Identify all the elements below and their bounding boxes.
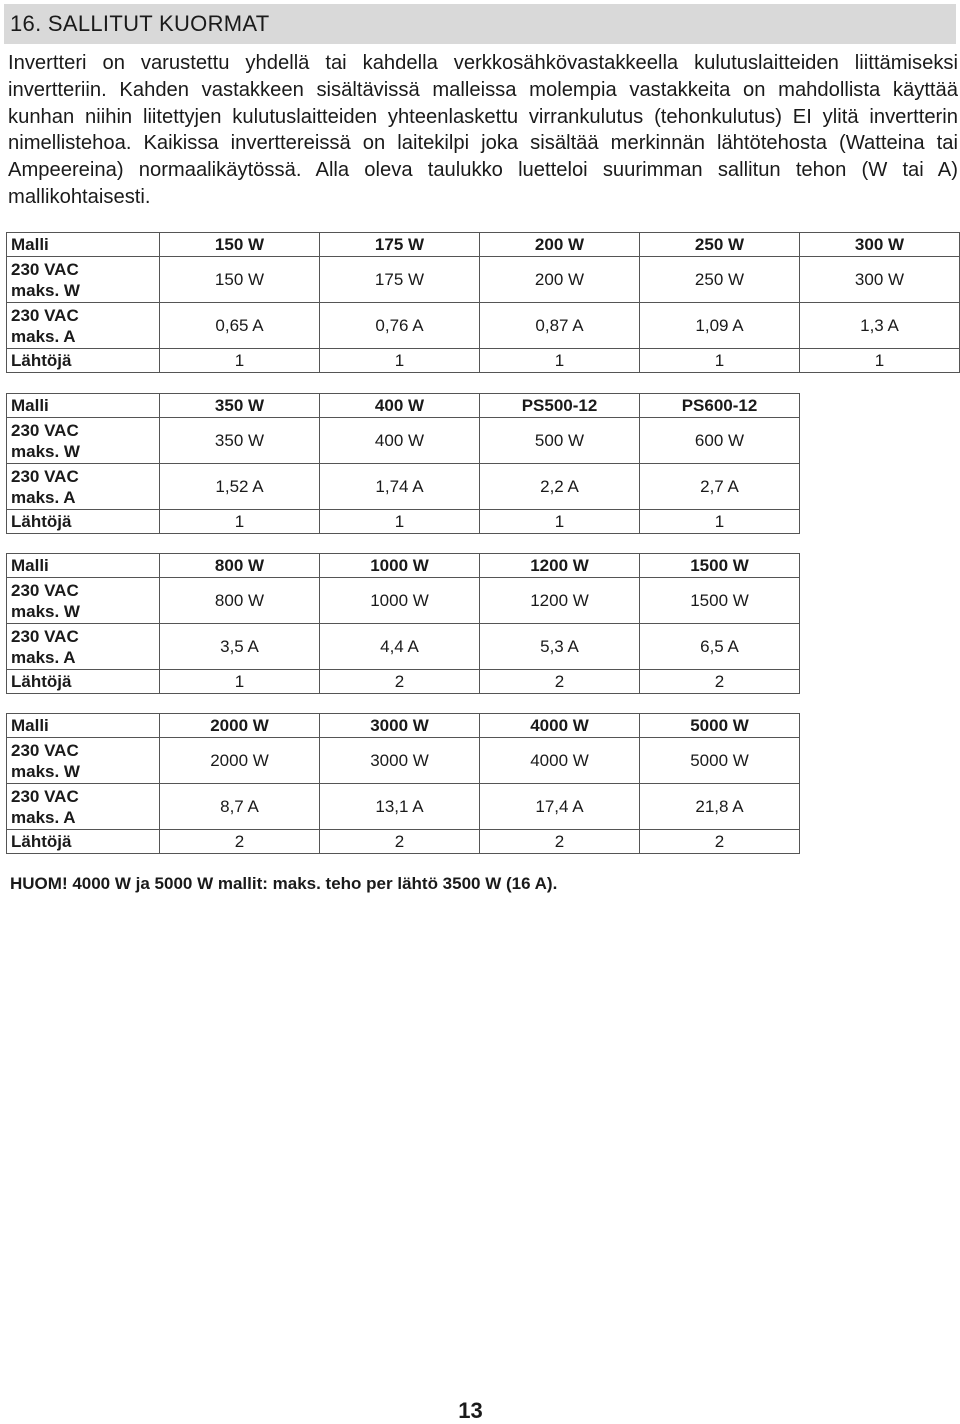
table-cell: 175 W <box>320 233 480 257</box>
row-label <box>7 624 160 670</box>
table-cell: 4000 W <box>480 738 640 784</box>
row-label-text: maks. A <box>11 487 76 507</box>
row-label-text: Malli <box>11 234 49 254</box>
model-row <box>7 394 800 418</box>
table-cell: 1000 W <box>320 578 480 624</box>
table-cell: 1 <box>160 670 320 694</box>
table-cell: 2,2 A <box>480 464 640 510</box>
max-amps-row <box>7 464 800 510</box>
table-cell: 5000 W <box>640 714 800 738</box>
row-label <box>7 233 160 257</box>
table-cell: 1 <box>640 510 800 534</box>
table-cell: 8,7 A <box>160 784 320 830</box>
table-cell: 400 W <box>320 418 480 464</box>
row-label-text: Lähtöjä <box>11 350 72 370</box>
row-label <box>7 738 160 784</box>
row-label-text: 230 VAC <box>11 305 79 325</box>
row-label-text: 230 VAC <box>11 466 79 486</box>
row-label-text: Malli <box>11 555 49 575</box>
max-watts-row <box>7 578 800 624</box>
table-cell: 350 W <box>160 418 320 464</box>
row-label-text: 230 VAC <box>11 259 79 279</box>
table-cell: 1 <box>160 510 320 534</box>
row-label <box>7 464 160 510</box>
outputs-row <box>7 349 960 373</box>
table-cell: 2 <box>640 670 800 694</box>
table-cell: 3000 W <box>320 738 480 784</box>
table-cell: 1 <box>480 349 640 373</box>
table-cell: 1500 W <box>640 554 800 578</box>
row-label <box>7 418 160 464</box>
row-label-text: Lähtöjä <box>11 671 72 691</box>
intro-paragraph: Invertteri on varustettu yhdellä tai kahdella verkkosähkövastakkeella kulutuslaitteiden liittämiseksi invertteriin. Kahden vastakkeen sisältävissä malleissa molempia vastakkeita on mahdollista käyttää kunhan niihin liitettyjen kulutuslaitteiden yhteenlaskettu virrankulutus (tehonkulutus) EI ylitä invertterin nimellistehoa. Kaikissa inverttereissä on laitekilpi joka sisältää merkinnän lähtötehosta (Watteina tai Ampeereina) normaalikäytössä. Alla oleva taulukko luetteloi suurimman sallitun tehon (W tai A) mallikohtaisesti. <box>8 52 958 208</box>
max-watts-row <box>7 738 800 784</box>
table-cell: 200 W <box>480 233 640 257</box>
row-label-text: maks. A <box>11 807 76 827</box>
row-label-text: Malli <box>11 715 49 735</box>
row-label <box>7 394 160 418</box>
section-title: 16. SALLITUT KUORMAT <box>4 4 956 44</box>
row-label-text: maks. A <box>11 326 76 346</box>
load-table-1 <box>6 232 960 373</box>
load-table-2 <box>6 393 800 534</box>
model-row <box>7 554 800 578</box>
table-cell: 1 <box>320 349 480 373</box>
table-cell: 1200 W <box>480 578 640 624</box>
table-cell: 6,5 A <box>640 624 800 670</box>
row-label-text: maks. A <box>11 647 76 667</box>
row-label-text: 230 VAC <box>11 740 79 760</box>
row-label-text: 230 VAC <box>11 420 79 440</box>
row-label-text: 230 VAC <box>11 580 79 600</box>
table-cell: PS600-12 <box>640 394 800 418</box>
table-cell: 0,87 A <box>480 303 640 349</box>
table-cell: 1 <box>320 510 480 534</box>
row-label-text: Lähtöjä <box>11 831 72 851</box>
max-watts-row <box>7 418 800 464</box>
note-text: HUOM! 4000 W ja 5000 W mallit: maks. teho per lähtö 3500 W (16 A). <box>10 874 558 893</box>
table-cell: 800 W <box>160 578 320 624</box>
table-cell: 13,1 A <box>320 784 480 830</box>
table-cell: PS500-12 <box>480 394 640 418</box>
table-cell: 1,74 A <box>320 464 480 510</box>
row-label <box>7 510 160 534</box>
table-cell: 4,4 A <box>320 624 480 670</box>
row-label <box>7 257 160 303</box>
table-cell: 2 <box>160 830 320 854</box>
outputs-row <box>7 670 800 694</box>
row-label <box>7 578 160 624</box>
row-label <box>7 670 160 694</box>
row-label-text: maks. W <box>11 441 80 461</box>
row-label <box>7 830 160 854</box>
load-table-4 <box>6 713 800 854</box>
table-cell: 2000 W <box>160 714 320 738</box>
max-amps-row <box>7 303 960 349</box>
table-cell: 1,09 A <box>640 303 800 349</box>
table-cell: 1,52 A <box>160 464 320 510</box>
table-cell: 4000 W <box>480 714 640 738</box>
row-label-text: Lähtöjä <box>11 511 72 531</box>
table-cell: 2 <box>480 830 640 854</box>
table-cell: 150 W <box>160 233 320 257</box>
table-cell: 17,4 A <box>480 784 640 830</box>
row-label <box>7 554 160 578</box>
table-cell: 0,76 A <box>320 303 480 349</box>
table-cell: 2 <box>480 670 640 694</box>
row-label <box>7 349 160 373</box>
table-cell: 5000 W <box>640 738 800 784</box>
table-cell: 2000 W <box>160 738 320 784</box>
load-table-3 <box>6 553 800 694</box>
table-cell: 3000 W <box>320 714 480 738</box>
table-cell: 250 W <box>640 233 800 257</box>
table-cell: 1 <box>640 349 800 373</box>
table-cell: 2,7 A <box>640 464 800 510</box>
row-label-text: 230 VAC <box>11 626 79 646</box>
outputs-row <box>7 510 800 534</box>
row-label-text: maks. W <box>11 280 80 300</box>
max-amps-row <box>7 624 800 670</box>
table-cell: 1 <box>160 349 320 373</box>
table-cell: 1000 W <box>320 554 480 578</box>
table-cell: 1 <box>800 349 960 373</box>
table-cell: 500 W <box>480 418 640 464</box>
max-amps-row <box>7 784 800 830</box>
row-label-text: 230 VAC <box>11 786 79 806</box>
outputs-row <box>7 830 800 854</box>
model-row <box>7 714 800 738</box>
table-cell: 800 W <box>160 554 320 578</box>
row-label <box>7 784 160 830</box>
row-label-text: Malli <box>11 395 49 415</box>
table-cell: 300 W <box>800 233 960 257</box>
max-watts-row <box>7 257 960 303</box>
table-cell: 200 W <box>480 257 640 303</box>
table-cell: 350 W <box>160 394 320 418</box>
table-cell: 3,5 A <box>160 624 320 670</box>
row-label <box>7 303 160 349</box>
table-cell: 1 <box>480 510 640 534</box>
table-cell: 400 W <box>320 394 480 418</box>
table-cell: 150 W <box>160 257 320 303</box>
row-label-text: maks. W <box>11 601 80 621</box>
table-cell: 21,8 A <box>640 784 800 830</box>
table-cell: 600 W <box>640 418 800 464</box>
page-number: 13 <box>458 1398 483 1423</box>
model-row <box>7 233 960 257</box>
table-cell: 1500 W <box>640 578 800 624</box>
table-cell: 1200 W <box>480 554 640 578</box>
row-label <box>7 714 160 738</box>
table-cell: 5,3 A <box>480 624 640 670</box>
table-cell: 2 <box>320 670 480 694</box>
table-cell: 2 <box>640 830 800 854</box>
row-label-text: maks. W <box>11 761 80 781</box>
table-cell: 250 W <box>640 257 800 303</box>
table-cell: 0,65 A <box>160 303 320 349</box>
table-cell: 2 <box>320 830 480 854</box>
table-cell: 1,3 A <box>800 303 960 349</box>
table-cell: 175 W <box>320 257 480 303</box>
table-cell: 300 W <box>800 257 960 303</box>
